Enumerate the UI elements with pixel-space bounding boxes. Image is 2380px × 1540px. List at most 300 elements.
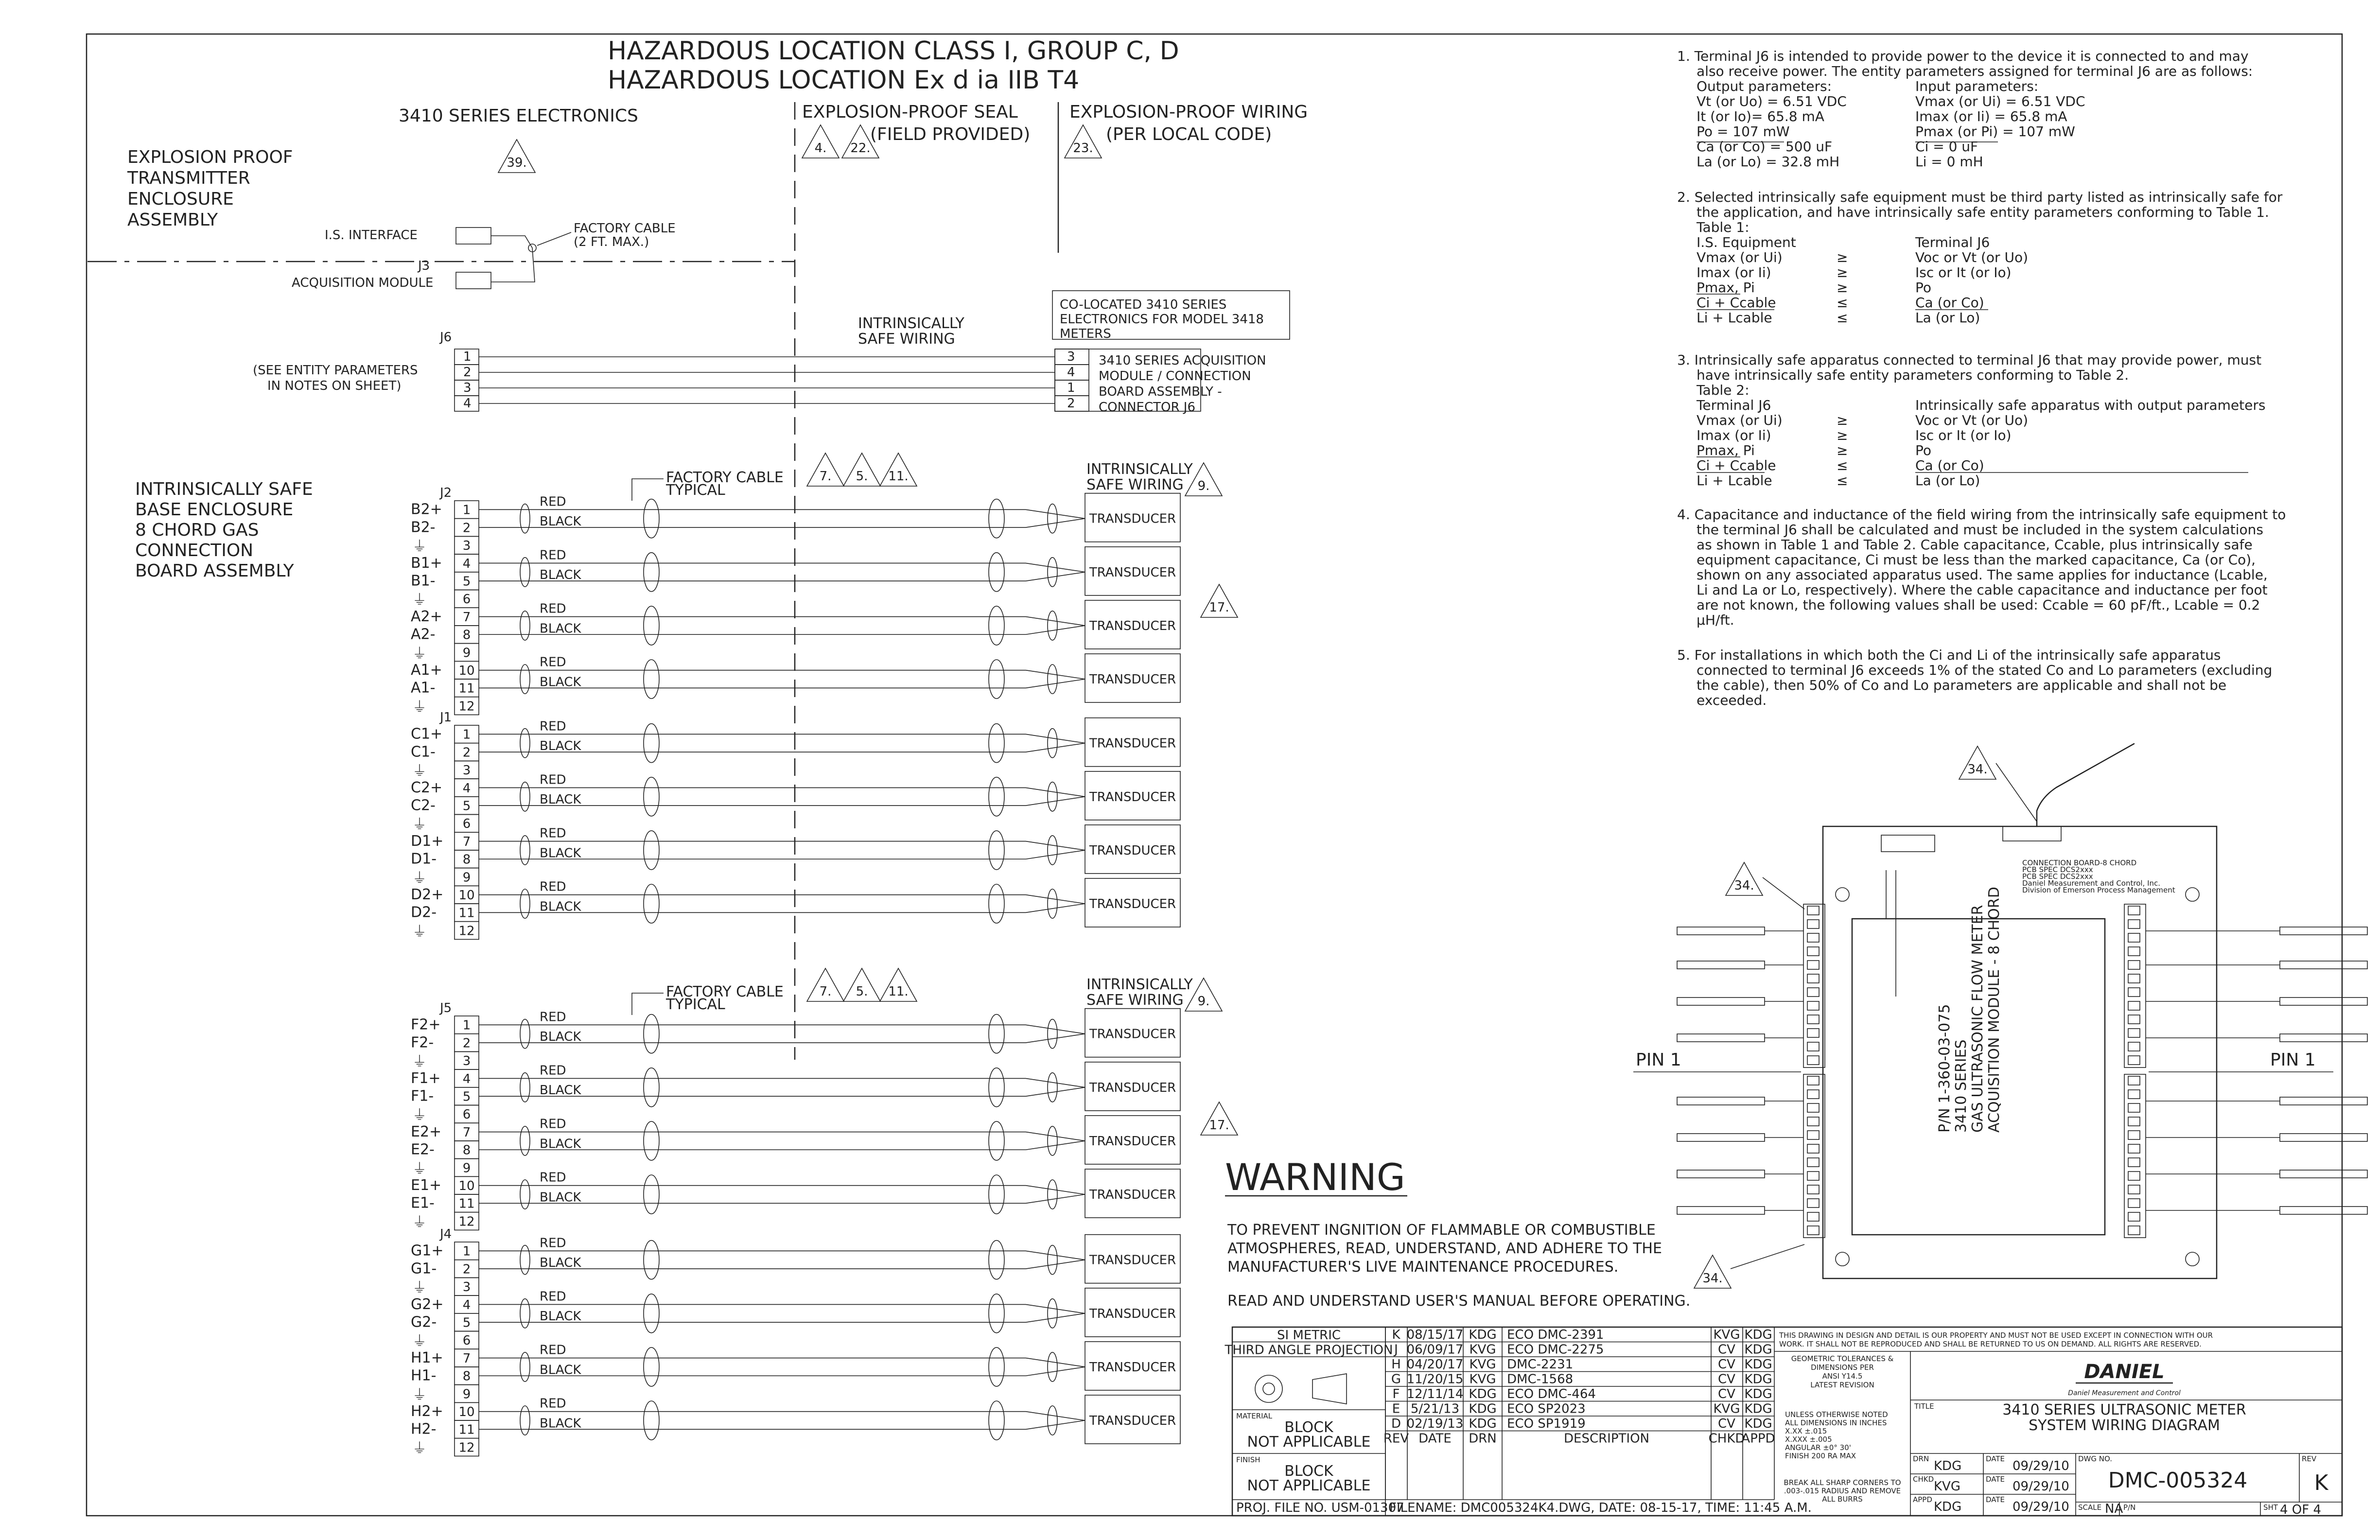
transducer-label: TRANSDUCER: [1089, 565, 1176, 580]
flag-5-text: 5.: [856, 469, 868, 484]
unless-note: ALL DIMENSIONS IN INCHES: [1785, 1418, 1887, 1427]
finish-label: FINISH: [1236, 1455, 1260, 1464]
cable-tie: [1048, 1299, 1057, 1328]
terminal-screw: [2128, 1103, 2140, 1112]
cable-stub: [2280, 998, 2367, 1005]
cable-tie: [520, 1245, 530, 1275]
transducer-label: TRANSDUCER: [1089, 897, 1176, 911]
terminal-number: 1: [462, 1244, 471, 1259]
output-param: La (or Lo) = 32.8 mH: [1697, 154, 1840, 170]
ground-symbol: ⏚: [412, 870, 427, 887]
property-note: WORK. IT SHALL NOT BE REPRODUCED AND SHALL BE RETURNED TO US ON DEMAND. ALL RIGHTS ARE RESERVED.: [1779, 1340, 2202, 1348]
wire-color-label: RED: [540, 772, 566, 788]
enclosure-label: ASSEMBLY: [127, 210, 218, 230]
pin-label: H1-: [411, 1367, 437, 1384]
rev-drn: KDG: [1469, 1328, 1497, 1342]
terminal-number: 12: [458, 699, 475, 714]
cable-tie: [520, 1073, 530, 1102]
terminal-number: 11: [458, 1196, 475, 1211]
table1-cell: Isc or It (or Io): [1915, 264, 2012, 280]
table1-cell: Ci + Ccable: [1697, 295, 1776, 311]
factory-cable-short: [491, 236, 535, 282]
flag-leader: [1731, 1244, 1804, 1269]
pin1-left-label: PIN 1: [1636, 1050, 1681, 1070]
is-wiring-label: SAFE WIRING: [1086, 476, 1184, 493]
pin-label: B1-: [411, 572, 436, 590]
terminal-number: 6: [462, 592, 471, 607]
table2-cell: Imax (or Ii): [1697, 427, 1771, 443]
wire: [1026, 1260, 1085, 1269]
sign-label: CHKD: [1913, 1475, 1934, 1484]
is-interface-label: I.S. INTERFACE: [325, 228, 418, 243]
terminal-screw: [2128, 1015, 2140, 1024]
remote-label: CONNECTOR J6: [1099, 400, 1195, 415]
cable-shield: [989, 1401, 1004, 1440]
filename: FILENAME: DMC005324K4.DWG, DATE: 08-15-17, TIME: 11:45 A.M.: [1389, 1501, 1812, 1515]
remote-label: 3410 SERIES ACQUISITION: [1099, 353, 1266, 368]
terminal-screw: [2128, 1185, 2140, 1194]
rev-header: DESCRIPTION: [1564, 1431, 1649, 1446]
title-block: [1225, 1327, 2342, 1517]
cable-tie: [520, 889, 530, 918]
note-line: have intrinsically safe entity parameters conforming to Table 2.: [1697, 367, 2129, 383]
output-param: Ca (or Co) = 500 uF: [1697, 139, 1833, 155]
table1-cell: Ca (or Co): [1915, 295, 1984, 311]
rev-letter: D: [1391, 1417, 1401, 1431]
terminal-screw: [1807, 1090, 1819, 1099]
cable-tie: [520, 1299, 530, 1328]
silk-text: Division of Emerson Process Management: [2022, 886, 2175, 894]
wire-color-label: BLACK: [540, 1363, 581, 1378]
wire-color-label: BLACK: [540, 621, 581, 636]
is-wiring-label: SAFE WIRING: [1086, 992, 1184, 1009]
pin-label: D2+: [411, 886, 444, 903]
finish-value: NOT APPLICABLE: [1247, 1477, 1371, 1494]
wire: [1026, 1186, 1085, 1194]
leader: [632, 993, 664, 1015]
table1-header: Terminal J6: [1915, 234, 1990, 250]
table2-cell: Ca (or Co): [1915, 457, 1984, 473]
rev-appd: KDG: [1744, 1417, 1772, 1431]
cable-shield: [989, 1348, 1004, 1386]
note-line: equipment capacitance, Ci must be less than the marked capacitance, Ca (or Co),: [1697, 552, 2256, 568]
wire: [1026, 743, 1085, 752]
terminal-number: 12: [458, 924, 475, 939]
rev-date: 5/21/13: [1410, 1401, 1460, 1417]
hazard-line-1: HAZARDOUS LOCATION CLASS I, GROUP C, D: [608, 36, 1179, 66]
flag-22-text: 22.: [850, 141, 871, 156]
rev-description: ECO SP1919: [1507, 1417, 1586, 1431]
note-line: 2. Selected intrinsically safe equipment must be third party listed as intrinsically safe for: [1677, 189, 2283, 205]
wire-color-label: RED: [540, 1063, 566, 1078]
terminal-screw: [2128, 961, 2140, 969]
ground-symbol: ⏚: [412, 1440, 427, 1457]
table1-cell: Voc or Vt (or Uo): [1915, 249, 2028, 265]
terminal-number: 5: [462, 1315, 471, 1330]
terminal-number: 2: [462, 745, 471, 760]
terminal-number: 9: [462, 870, 471, 885]
cable-tie: [1048, 1406, 1057, 1435]
pin-label: F1+: [411, 1069, 441, 1087]
terminal-screw: [2128, 947, 2140, 956]
transducer-label: TRANSDUCER: [1089, 789, 1176, 805]
flag-leader: [1763, 877, 1804, 909]
rev-drn: KDG: [1469, 1387, 1497, 1401]
terminal-screw: [2128, 1212, 2140, 1221]
terminal-number: 10: [458, 664, 475, 678]
factory-cable-short-label: FACTORY CABLE: [574, 221, 676, 236]
cable-shield: [989, 777, 1004, 816]
table2-cell: Pmax, Pi: [1697, 442, 1755, 458]
note-line: connected to terminal J6 exceeds 1% of the stated Co and Lo parameters (excluding: [1697, 662, 2273, 678]
wire: [1026, 509, 1085, 518]
cable-shield: [989, 499, 1004, 538]
note-line: 3. Intrinsically safe apparatus connected to terminal J6 that may provide power, must: [1677, 352, 2262, 368]
table1-cell: Imax (or Ii): [1697, 264, 1771, 280]
rev-header: DRN: [1469, 1431, 1497, 1446]
table1-header: I.S. Equipment: [1697, 234, 1796, 250]
note-line: exceeded.: [1697, 692, 1767, 708]
cable-tie: [1048, 1180, 1057, 1209]
transducer-label: TRANSDUCER: [1089, 1080, 1176, 1095]
rev-appd: KDG: [1744, 1372, 1772, 1387]
manual-notice: READ AND UNDERSTAND USER'S MANUAL BEFORE OPERATING.: [1227, 1293, 1691, 1310]
tolerance-note: ANSI Y14.5: [1822, 1372, 1863, 1381]
wire-color-label: BLACK: [540, 1416, 581, 1431]
rev-description: ECO SP2023: [1507, 1401, 1586, 1417]
leader: [632, 479, 664, 501]
mounting-hole: [2186, 1252, 2199, 1266]
ground-symbol: ⏚: [412, 1279, 427, 1297]
mounting-hole: [2186, 888, 2199, 901]
is-interface-box: [456, 228, 491, 244]
input-param: Pmax (or Pi) = 107 mW: [1915, 123, 2075, 140]
j6-pin-number: 1: [463, 350, 472, 364]
j6-note: (SEE ENTITY PARAMETERS: [253, 363, 418, 378]
module-text: 3410 SERIES: [1953, 1039, 1970, 1133]
cable-shield: [644, 724, 659, 763]
base-enclosure-label: 8 CHORD GAS: [135, 520, 259, 540]
transducer-label: TRANSDUCER: [1089, 618, 1176, 633]
leader: [537, 232, 571, 245]
cable-tie: [1048, 1019, 1057, 1049]
terminal-number: 10: [458, 1405, 475, 1419]
terminal-screw: [2128, 1076, 2140, 1085]
note-line: 4. Capacitance and inductance of the field wiring from the intrinsically safe equipment to: [1677, 507, 2286, 523]
wire: [1026, 572, 1085, 581]
silk-text: Daniel Measurement and Control, Inc.: [2022, 879, 2161, 888]
hazard-line-2: HAZARDOUS LOCATION Ex d ia IIB T4: [608, 66, 1080, 95]
warning-title: WARNING: [1225, 1155, 1405, 1199]
input-param: Vmax (or Ui) = 6.51 VDC: [1915, 93, 2085, 109]
rev-letter: H: [1391, 1357, 1401, 1372]
terminal-number: 1: [462, 1018, 471, 1033]
terminal-screw: [1807, 1144, 1819, 1153]
rev-drn: KVG: [1469, 1357, 1496, 1372]
wire: [1026, 1304, 1085, 1313]
terminal-blocks: [411, 486, 1180, 1457]
terminal-number: 10: [458, 888, 475, 903]
mounting-hole: [1836, 888, 1849, 901]
terminal-screw: [1807, 1172, 1819, 1180]
terminal-screw: [2128, 1117, 2140, 1126]
cable-tie: [520, 1180, 530, 1209]
rev-date: 02/19/13: [1406, 1417, 1464, 1431]
wire: [1026, 1367, 1085, 1376]
pin-label: B2+: [411, 501, 442, 518]
wire-color-label: RED: [540, 1010, 566, 1025]
wire-color-label: BLACK: [540, 1083, 581, 1098]
wire: [1026, 1420, 1085, 1429]
base-enclosure-label: BOARD ASSEMBLY: [135, 561, 294, 581]
terminal-screw: [1807, 1131, 1819, 1139]
rev-description: ECO DMC-2391: [1507, 1328, 1604, 1342]
flag-9-text: 9.: [1197, 479, 1210, 493]
cable-tie: [1048, 504, 1057, 533]
output-param: Vt (or Uo) = 6.51 VDC: [1697, 93, 1847, 109]
cable-stub: [2280, 1170, 2367, 1178]
j6-wiring-label: SAFE WIRING: [858, 331, 955, 348]
cable-tie: [520, 729, 530, 758]
pin-label: C2+: [411, 779, 443, 796]
scale-value: NA: [2105, 1502, 2123, 1516]
table1-title: Table 1:: [1697, 219, 1750, 235]
wire-color-label: BLACK: [540, 899, 581, 914]
terminal-number: 3: [462, 1280, 471, 1295]
rev-appd: KDG: [1744, 1357, 1772, 1372]
pin-label: D2-: [411, 904, 437, 921]
flag-23-text: 23.: [1073, 141, 1093, 156]
cable-tie: [1048, 665, 1057, 694]
terminal-number: 7: [462, 1125, 471, 1140]
table2-op: ≥: [1837, 412, 1848, 428]
material-value: NOT APPLICABLE: [1247, 1434, 1371, 1451]
table2-header: Terminal J6: [1697, 397, 1771, 413]
projection-symbol: [1312, 1374, 1347, 1404]
terminal-screw: [1807, 1185, 1819, 1194]
terminal-number: 4: [462, 1071, 471, 1086]
dwg-number: DMC-005324: [2108, 1468, 2248, 1493]
pin-label: F1-: [411, 1087, 434, 1105]
flag-9-text: 9.: [1197, 994, 1210, 1009]
cable-tie: [1048, 1245, 1057, 1275]
table2-cell: Ci + Ccable: [1697, 457, 1776, 473]
acq-module-box: [456, 272, 491, 289]
rev-chkd: CV: [1718, 1342, 1735, 1357]
rev-chkd: CV: [1718, 1357, 1735, 1372]
colocated-label: ELECTRONICS FOR MODEL 3418: [1060, 312, 1264, 327]
cable-tie: [520, 1019, 530, 1049]
transducer-label: TRANSDUCER: [1089, 736, 1176, 751]
terminal-screw: [1807, 1001, 1819, 1010]
company-sub: Daniel Measurement and Control: [2068, 1389, 2181, 1397]
rev-drn: KVG: [1469, 1342, 1496, 1357]
terminal-number: 12: [458, 1214, 475, 1229]
unless-note: X.XXX ±.005: [1785, 1435, 1832, 1444]
wire-color-label: BLACK: [540, 1256, 581, 1271]
cable-shield: [644, 606, 659, 645]
pin-label: F2-: [411, 1034, 434, 1051]
sign-date: 09/29/10: [2012, 1479, 2069, 1494]
table1-op: ≥: [1837, 280, 1848, 296]
wire: [1026, 1313, 1085, 1322]
factory-cable-label: TYPICAL: [666, 482, 725, 499]
table1-cell: La (or Lo): [1915, 310, 1980, 326]
date-label: DATE: [1986, 1495, 2005, 1504]
ground-symbol: ⏚: [412, 1053, 427, 1071]
base-enclosure-label: CONNECTION: [135, 541, 254, 560]
cable-tie: [520, 1406, 530, 1435]
terminal-number: 5: [462, 799, 471, 814]
ground-symbol: ⏚: [412, 592, 427, 609]
colocated-label: CO-LOCATED 3410 SERIES: [1060, 298, 1227, 312]
module-text: ACQUISITION MODULE - 8 CHORD: [1986, 887, 2003, 1133]
note-line: as shown in Table 1 and Table 2. Cable capacitance, Ccable, plus intrinsically safe: [1697, 537, 2253, 553]
terminal-screw: [1807, 1212, 1819, 1221]
rev-date: 04/20/17: [1406, 1357, 1464, 1372]
cable-shield: [644, 1294, 659, 1333]
wire-color-label: BLACK: [540, 846, 581, 861]
note-line: the terminal J6 shall be calculated and must be included in the system calculations: [1697, 522, 2263, 538]
cable-stub: [1677, 1134, 1765, 1141]
factory-cable-label: FACTORY CABLE: [666, 983, 784, 1000]
warning-text: TO PREVENT INGNITION OF FLAMMABLE OR COMBUSTIBLE: [1227, 1222, 1656, 1239]
terminal-screw: [2128, 1144, 2140, 1153]
rev-appd: KDG: [1744, 1401, 1772, 1417]
pin-label: E1+: [411, 1177, 442, 1194]
terminal-number: 1: [462, 727, 471, 742]
cable-tie: [1048, 889, 1057, 918]
pin-label: E2+: [411, 1123, 442, 1140]
terminal-screw: [1807, 1029, 1819, 1037]
wire-color-label: RED: [540, 1117, 566, 1132]
is-wiring-label: INTRINSICALLY: [1086, 461, 1193, 478]
unless-note: UNLESS OTHERWISE NOTED: [1785, 1410, 1888, 1419]
pin-label: G1+: [411, 1242, 444, 1260]
wire: [1026, 617, 1085, 626]
terminal-number: 4: [462, 781, 471, 796]
wire: [1026, 1358, 1085, 1367]
ground-symbol: ⏚: [412, 1214, 427, 1231]
j6-note: IN NOTES ON SHEET): [267, 379, 402, 393]
table2-op: ≤: [1837, 472, 1848, 489]
j6-pin-number: 2: [463, 365, 472, 380]
note-line: are not known, the following values shall be used: Ccable = 60 pF/ft., Lcable = 0.2: [1697, 597, 2260, 613]
ground-symbol: ⏚: [412, 699, 427, 716]
j6-label: J6: [440, 330, 452, 345]
terminal-screw: [2128, 1029, 2140, 1037]
rev-date: 11/20/15: [1406, 1372, 1464, 1387]
terminal-screw: [2128, 1158, 2140, 1167]
pin-label: G1-: [411, 1260, 437, 1278]
input-param: Ci = 0 uF: [1915, 139, 1978, 155]
burrs-note: BREAK ALL SHARP CORNERS TO: [1784, 1478, 1901, 1487]
ground-symbol: ⏚: [412, 923, 427, 941]
rev-value: K: [2314, 1470, 2328, 1495]
ground-symbol: ⏚: [412, 645, 427, 663]
cable-stub: [2280, 1134, 2367, 1141]
wire-color-label: RED: [540, 719, 566, 734]
cable-tie: [520, 611, 530, 640]
cable-tie: [1048, 1126, 1057, 1155]
is-wiring-label: INTRINSICALLY: [1086, 976, 1193, 993]
cable-shield: [989, 606, 1004, 645]
company-logo: DANIEL: [2084, 1361, 2165, 1383]
proj-file: PROJ. FILE NO. USM-01307: [1236, 1501, 1404, 1515]
cable-shield: [989, 553, 1004, 592]
wire: [1026, 1194, 1085, 1203]
block-label: J2: [440, 486, 452, 500]
pin-label: B2-: [411, 519, 436, 536]
pin-label: A1+: [411, 662, 442, 679]
terminal-number: 3: [462, 539, 471, 554]
transducer-label: TRANSDUCER: [1089, 1414, 1176, 1428]
wire: [1026, 788, 1085, 796]
block-label: J4: [440, 1227, 452, 1242]
terminal-number: 12: [458, 1440, 475, 1455]
sign-date: 09/29/10: [2012, 1500, 2069, 1514]
terminal-number: 3: [462, 1054, 471, 1069]
cable-tie: [520, 504, 530, 533]
pin-label: F2+: [411, 1016, 441, 1033]
cable-antenna: [2037, 744, 2134, 826]
flag-7-text: 7.: [819, 984, 832, 999]
cable-shield: [989, 1175, 1004, 1214]
wire-color-label: BLACK: [540, 739, 581, 754]
table2-cell: Voc or Vt (or Uo): [1915, 412, 2028, 428]
cable-shield: [989, 1068, 1004, 1107]
enclosure-label: TRANSMITTER: [127, 168, 250, 188]
input-param: Imax (or Ii) = 65.8 mA: [1915, 108, 2067, 124]
flag-23: [1065, 125, 1102, 158]
table1-cell: Li + Lcable: [1697, 310, 1772, 326]
rev-description: ECO DMC-2275: [1507, 1342, 1604, 1357]
table2-op: ≥: [1837, 427, 1848, 443]
cable-shield: [644, 1241, 659, 1279]
cable-stub: [2280, 1034, 2367, 1042]
rev-date: 12/11/14: [1406, 1387, 1464, 1401]
terminal-screw: [1807, 1226, 1819, 1235]
rev-chkd: CV: [1718, 1417, 1735, 1431]
burrs-note: .003-.015 RADIUS AND REMOVE: [1784, 1487, 1901, 1495]
table2-op: ≤: [1837, 457, 1848, 473]
terminal-screw: [1807, 906, 1819, 915]
terminal-screw: [1807, 988, 1819, 997]
base-enclosure-label: INTRINSICALLY SAFE: [135, 479, 313, 499]
pin-label: E1-: [411, 1194, 435, 1212]
terminal-screw: [1807, 974, 1819, 983]
cable-shield: [644, 1175, 659, 1214]
cable-tie: [520, 836, 530, 865]
cable-stub: [1677, 961, 1765, 969]
terminal-screw: [2128, 1056, 2140, 1065]
terminal-screw: [2128, 988, 2140, 997]
cable-tie: [520, 782, 530, 811]
terminal-screw: [1807, 920, 1819, 928]
flag-11-text: 11.: [888, 469, 909, 484]
table2-cell: Po: [1915, 442, 1932, 458]
silk-text: PCB SPEC DCS2xxx: [2022, 865, 2093, 874]
terminal-screw: [2128, 933, 2140, 942]
silk-text: CONNECTION BOARD-8 CHORD: [2022, 858, 2137, 867]
table1-cell: Vmax (or Ui): [1697, 249, 1783, 265]
cable-shield: [644, 499, 659, 538]
transducer-label: TRANSDUCER: [1089, 511, 1176, 526]
rev-letter: G: [1391, 1372, 1401, 1387]
terminal-number: 5: [462, 1089, 471, 1104]
enclosure-label: EXPLOSION PROOF: [127, 147, 293, 167]
note-line: 1. Terminal J6 is intended to provide power to the device it is connected to and may: [1677, 48, 2249, 64]
